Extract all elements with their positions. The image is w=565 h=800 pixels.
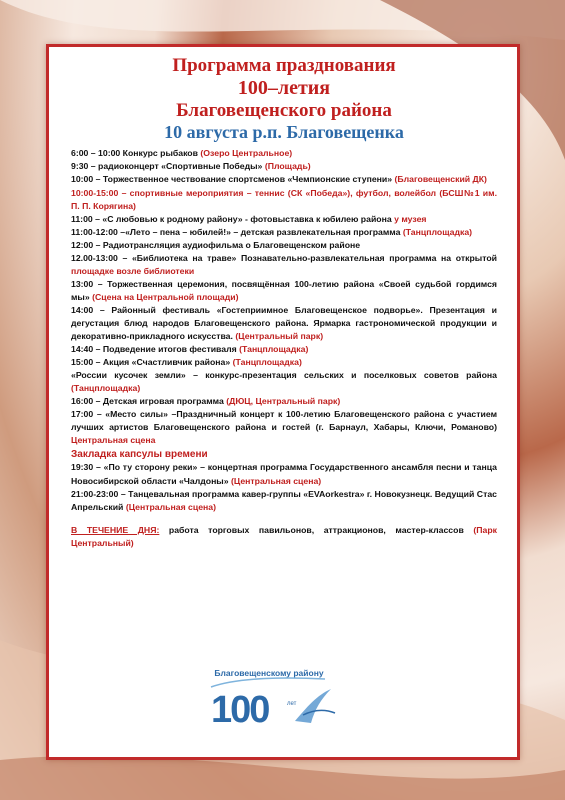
anniversary-logo [199,665,339,733]
schedule-item: 14:00 – Районный фестиваль «Гостеприимное Благовещенское подворье». Презентация и дегустация блюд народов Благовещенского района. Ярмарка гастрономической продукции и декоративно-прикладного искусства. (Центральный парк) [71,304,497,342]
title-line-3: Благовещенского района [176,99,392,121]
schedule-item: 9:30 – радиоконцерт «Спортивные Победы» (Площадь) [71,161,311,172]
schedule-item: 11:00 – «С любовью к родному району» - фотовыставка к юбилею района у музея [71,213,427,224]
schedule-item: 10:00-15:00 – спортивные мероприятия – теннис (СК «Победа»), футбол, волейбол (БСШ№1 им. П. П. Корягина) [71,187,497,211]
title-line-1: Программа празднования [172,55,396,76]
schedule-item: 15:00 – Акция «Счастливчик района» (Танцплощадка) [71,357,302,368]
logo-caption: Благовещенскому району [214,668,324,678]
schedule-item: 21:00-23:00 – Танцевальная программа кавер-группы «EVAorkestra» г. Новокузнецк. Ведущий Стас Апрельский (Центральная сцена) [71,488,497,512]
title-line-4: 10 августа р.п. Благовещенка [164,121,404,142]
title-line-2: 100–летия [237,76,331,99]
schedule-item: 17:00 – «Место силы» –Праздничный концерт к 100-летию Благовещенского района с участием лучших артистов Благовещенского района и гостей (г. Барнаул, Хабары, Ключи, Романово) Центральная сцена [71,409,497,446]
schedule-item: 16:00 – Детская игровая программа (ДЮЦ, Центральный парк) [71,396,341,407]
schedule-item: 10:00 – Торжественное чествование спортсменов «Чемпионские ступени» (Благовещенский ДК) [71,174,487,185]
schedule-item: 12.00-13:00 – «Библиотека на траве» Познавательно-развлекательная программа на открытой площадке возле библиотеки [71,252,497,276]
schedule-item: 6:00 – 10:00 Конкурс рыбаков (Озеро Центральное) [71,148,293,159]
schedule-list [71,147,497,549]
footer-note: В ТЕЧЕНИЕ ДНЯ: работа торговых павильонов, аттракционов, мастер-классов (Парк Центральный) [71,524,497,548]
schedule-item: 13:00 – Торжественная церемония, посвящённая 100-летию района «Своей судьбой гордимся мы» (Сцена на Центральной площади) [71,278,497,302]
schedule-item: 12:00 – Радиотрансляция аудиофильма о Благовещенском районе [71,239,361,250]
schedule-item: 11:00-12:00 –«Лето – пена – юбилей!» – детская развлекательная программа (Танцплощадка) [71,226,473,237]
schedule-item: 14:40 – Подведение итогов фестиваля (Танцплощадка) [71,344,309,355]
logo-small-label: лет [287,701,297,707]
schedule-item: 19:30 – «По ту сторону реки» – концертная программа Государственного ансамбля песни и танца Новосибирской области «Чалдоны» (Центральная сцена) [71,462,497,486]
schedule-item: «России кусочек земли» – конкурс-презентация сельских и поселковых советов района (Танцплощадка) [71,370,497,394]
program-panel [46,44,520,760]
program-content [71,55,497,550]
bird-icon [295,689,331,723]
logo-number: 100 [211,689,269,731]
capsule-heading: Закладка капсулы времени [71,449,208,461]
